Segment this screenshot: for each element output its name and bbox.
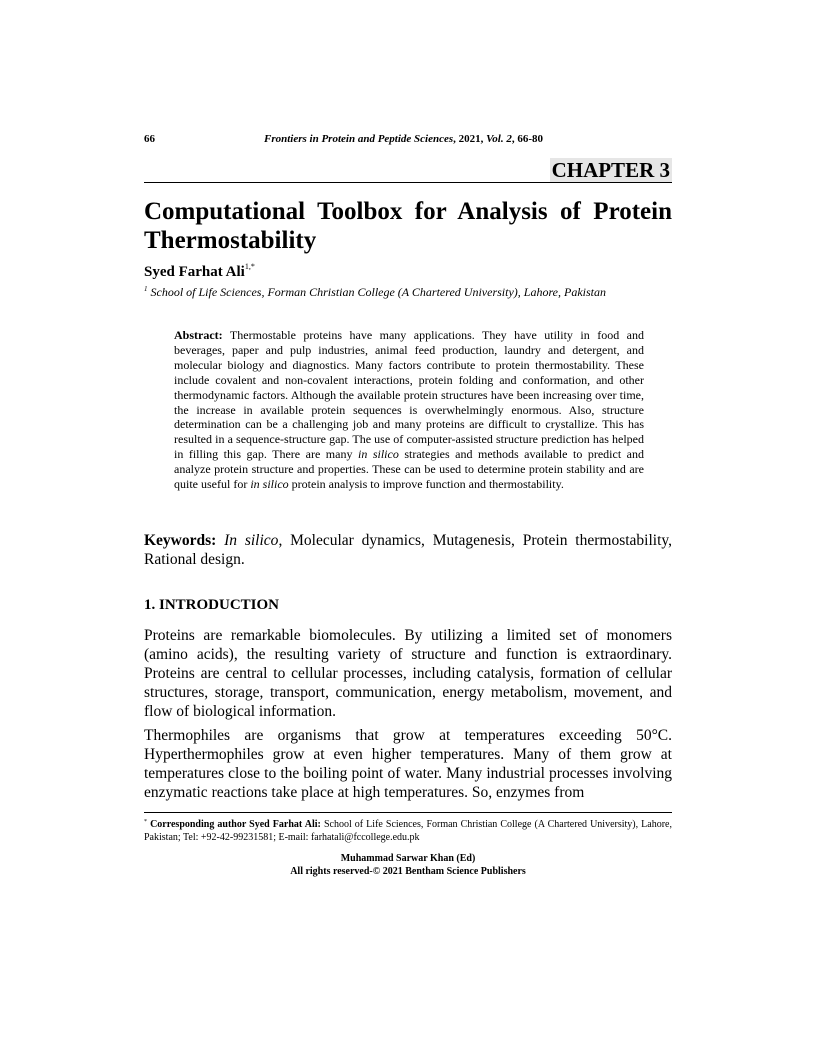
footnote-marker: * xyxy=(144,819,147,825)
section-heading-introduction: 1. INTRODUCTION xyxy=(144,597,280,613)
publisher-info xyxy=(144,852,672,878)
body-paragraph-2: Thermophiles are organisms that grow at temperatures exceeding 50°C. Hyperthermophiles grow at even higher temperatures. Many of them grow at temperatures close to the boiling point of water. Many industrial processes involving enzymatic reactions take place at high temperatures. So, enzymes from xyxy=(144,727,672,801)
author-superscript: 1,* xyxy=(244,262,255,271)
author-name xyxy=(144,262,255,281)
abstract-text-1: Thermostable proteins have many applications. They have utility in food and beverages, paper and pulp industries, animal feed production, laundry and detergent, and molecular biology and diagnostics. Many factors contribute to protein thermostability. These include covalent and non-covalent interactions, protein folding and conformation, and other thermodynamic factors. Although the available protein structures have been increasing over time, the increase in available protein sequences is overwhelmingly enormous. Also, structure determination can be a challenging job and many proteins are difficult to crystallize. This has resulted in a sequence-structure gap. The use of computer-assisted structure prediction has helped in filling this gap. There are many xyxy=(174,328,644,462)
abstract-text-3: protein analysis to improve function and thermostability. xyxy=(288,477,564,492)
title-line-2: Thermostability xyxy=(144,227,317,254)
footnote-text: School of Life Sciences, Forman Christian College (A Chartered University), Lahore, Pakistan; Tel: +92-42-99231581; E-mail: farhatali@fccollege.edu.pk xyxy=(144,819,672,843)
keywords-italic: In silico xyxy=(216,532,279,549)
journal-year: , 2021, xyxy=(453,133,487,145)
journal-volume: Vol. 2 xyxy=(486,133,512,145)
rights-line: All rights reserved-© 2021 Bentham Science Publishers xyxy=(290,866,526,877)
abstract-label: Abstract: xyxy=(174,328,223,342)
header-divider xyxy=(144,182,672,183)
page-number: 66 xyxy=(144,133,155,145)
journal-pages: , 66-80 xyxy=(511,133,544,145)
footnote xyxy=(144,816,672,844)
abstract-italic-2: in silico xyxy=(250,477,289,492)
abstract-text-2: strategies and methods available to predict and analyze protein structure and properties. These can be used to determine protein stability and are quite useful for xyxy=(174,447,644,492)
keywords-list: , Molecular dynamics, Mutagenesis, Protein thermostability, Rational design. xyxy=(144,532,673,568)
abstract-italic-1: in silico xyxy=(357,447,399,462)
body-paragraph-1: Proteins are remarkable biomolecules. By utilizing a limited set of monomers (amino acids), the resulting variety of structure and function is extraordinary. Proteins are central to cellular processes, including catalysis, formation of cellular structures, storage, transport, communication, energy metabolism, movement, and flow of biological information. xyxy=(144,627,672,720)
article-title xyxy=(144,197,672,255)
journal-name: Frontiers in Protein and Peptide Sciences xyxy=(264,133,454,145)
affiliation-text: School of Life Sciences, Forman Christian College (A Chartered University), Lahore, Pakistan xyxy=(147,285,607,299)
keywords xyxy=(144,531,672,569)
chapter-label: CHAPTER 3 xyxy=(551,158,670,182)
title-line-1: Computational Toolbox for Analysis of Protein xyxy=(144,198,672,225)
footnote-divider xyxy=(144,812,672,813)
footnote-label: Corresponding author Syed Farhat Ali: xyxy=(147,819,321,830)
journal-citation xyxy=(264,133,543,145)
abstract xyxy=(174,328,644,492)
keywords-label: Keywords: xyxy=(144,532,217,549)
author-affiliation xyxy=(144,285,606,300)
affiliation-superscript: 1 xyxy=(144,285,148,293)
editor-line: Muhammad Sarwar Khan (Ed) xyxy=(340,853,476,864)
author-text: Syed Farhat Ali xyxy=(144,264,245,280)
